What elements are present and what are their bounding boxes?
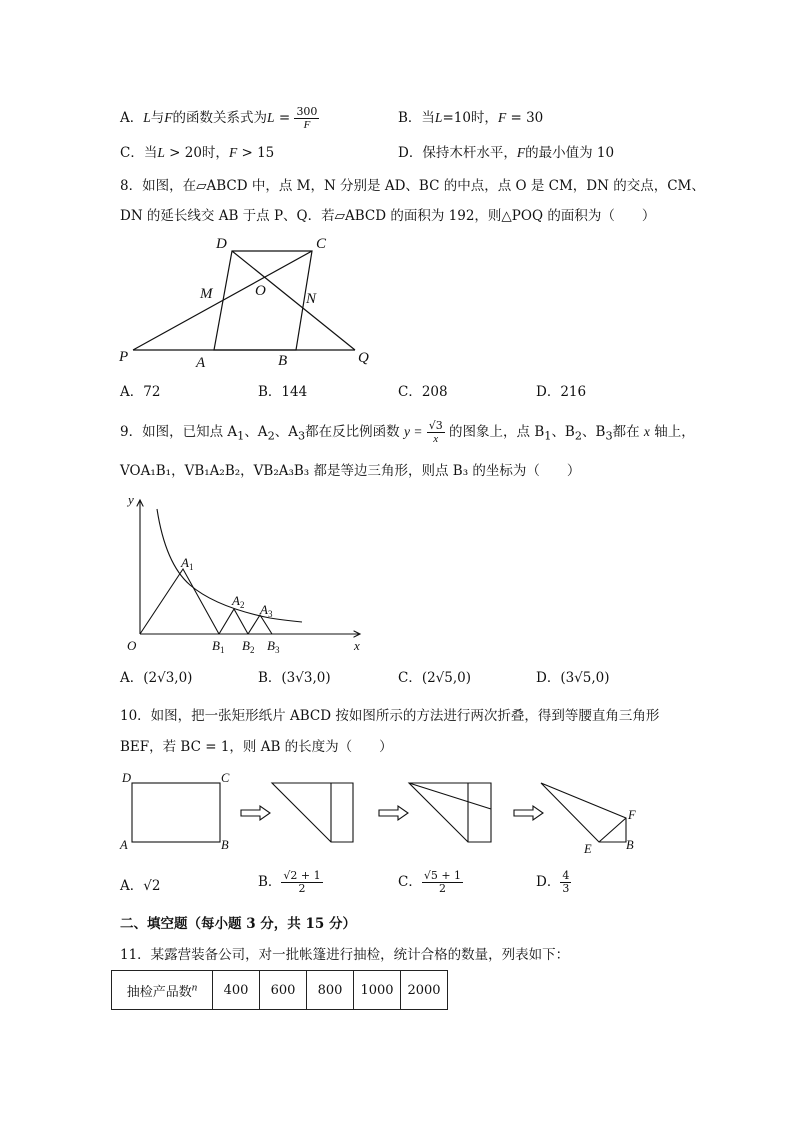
q8-label-b: B xyxy=(278,353,288,369)
q7-option-d: D．保持木杆水平，F的最小值为 10 xyxy=(398,145,615,161)
q9-label-a3: $A_3$ xyxy=(260,602,273,619)
q8-label-p: P xyxy=(119,349,129,365)
q10-rectangle-abcd xyxy=(132,783,220,842)
q10-label-b-final: B xyxy=(626,838,634,852)
q10-label-b: B xyxy=(221,838,229,852)
q9-option-a: A．(2√3,0) xyxy=(120,670,193,686)
q9-label-b1: $B_1$ xyxy=(212,638,225,655)
q10-label-a: A xyxy=(120,838,128,852)
q10-label-e: E xyxy=(584,842,592,856)
q9-label-b3: $B_3$ xyxy=(267,638,280,655)
q8-option-b: B．144 xyxy=(258,384,308,400)
q10-arrow-3 xyxy=(514,806,543,820)
q11-table-cell: 400 xyxy=(213,971,260,1010)
q8-label-d: D xyxy=(216,236,227,252)
q7-option-c: C．当L > 20时，F > 15 xyxy=(120,145,275,161)
q10-option-d-fraction: $\frac{4}{3}$ xyxy=(562,869,570,895)
q10-label-f: F xyxy=(628,808,636,822)
q10-stem-line1: 10．如图，把一张矩形纸片 ABCD 按如图所示的方法进行两次折叠，得到等腰直角三角形 xyxy=(120,708,660,724)
q8-stem-line2: DN 的延长线交 AB 于点 P、Q．若▱ABCD 的面积为 192，则△POQ 的面积为（ ） xyxy=(120,208,656,224)
q7-option-b: B．当L=10时，F = 30 xyxy=(398,110,544,126)
q11-table-cell: 800 xyxy=(307,971,354,1010)
q8-label-c: C xyxy=(316,236,327,252)
q10-option-b-fraction: $\frac{√2 + 1}{2}$ xyxy=(283,869,321,895)
q8-label-q: Q xyxy=(358,350,369,366)
q10-option-a: A．√2 xyxy=(120,878,161,894)
q10-label-c: C xyxy=(221,771,230,785)
q11-stem: 11．某露营装备公司，对一批帐篷进行抽检，统计合格的数量，列表如下： xyxy=(120,947,570,963)
q8-label-n: N xyxy=(306,291,317,307)
q11-table xyxy=(111,970,448,1010)
q10-fold-2 xyxy=(409,783,491,842)
q10-option-d: D． $\frac{4}{3}$ xyxy=(536,869,570,895)
q10-label-d: D xyxy=(122,771,132,785)
q8-option-d: D．216 xyxy=(536,384,587,400)
q9-stem-line1: 9．如图，已知点 $A_1$、$A_2$、$A_3$都在反比例函数 y = $\frac{√3}{x}$ 的图象上，点 $B_1$、$B_2$、$B_3$都在 x 轴上， xyxy=(120,419,695,445)
q11-table-cell: 600 xyxy=(260,971,307,1010)
q10-arrow-1 xyxy=(241,806,270,820)
q9-label-y: y xyxy=(128,492,134,507)
q9-label-a2: $A_2$ xyxy=(232,593,245,610)
q9-option-c: C．(2√5,0) xyxy=(398,670,472,686)
q9-label-o: O xyxy=(127,638,137,653)
q9-option-d: D．(3√5,0) xyxy=(536,670,610,686)
q11-table-cell: 2000 xyxy=(401,971,448,1010)
q9-stem-line2: VOA₁B₁，VB₁A₂B₂，VB₂A₃B₃ 都是等边三角形，则点 B₃ 的坐标为（ ） xyxy=(120,463,581,479)
q7-option-a: A．L与F的函数关系式为L = $\frac{300}{F}$ xyxy=(120,105,318,131)
q9-option-b: B．(3√3,0) xyxy=(258,670,331,686)
table-row xyxy=(112,971,448,1010)
q11-table-cell: 1000 xyxy=(354,971,401,1010)
q10-fold-1 xyxy=(272,783,353,842)
q9-function-fraction: $\frac{√3}{x}$ xyxy=(428,419,443,445)
q8-label-o: O xyxy=(255,283,266,299)
q8-label-a: A xyxy=(196,355,206,371)
q10-option-c: C． $\frac{√5 + 1}{2}$ xyxy=(398,869,462,895)
q9-label-x: x xyxy=(354,638,360,653)
q9-label-b2: $B_2$ xyxy=(242,638,255,655)
q9-label-a1: $A_1$ xyxy=(181,555,194,572)
q11-table-header: 抽检产品数$^n$ xyxy=(112,971,213,1010)
q8-option-a: A．72 xyxy=(120,384,161,400)
q10-triangle-bef xyxy=(541,783,626,842)
q8-label-m: M xyxy=(200,286,213,302)
q10-stem-line2: BEF，若 BC = 1，则 AB 的长度为（ ） xyxy=(120,739,393,755)
section-2-title: 二、填空题（每小题 3 分，共 15 分） xyxy=(120,916,356,932)
q10-arrow-2 xyxy=(379,806,408,820)
q8-option-c: C．208 xyxy=(398,384,448,400)
q7-fraction: $\frac{300}{F}$ xyxy=(296,105,318,131)
q8-stem-line1: 8．如图，在▱ABCD 中，点 M，N 分别是 AD、BC 的中点，点 O 是 CM，DN 的交点，CM、 xyxy=(120,178,705,194)
q10-option-c-fraction: $\frac{√5 + 1}{2}$ xyxy=(423,869,462,895)
q10-option-b: B． $\frac{√2 + 1}{2}$ xyxy=(258,869,321,895)
